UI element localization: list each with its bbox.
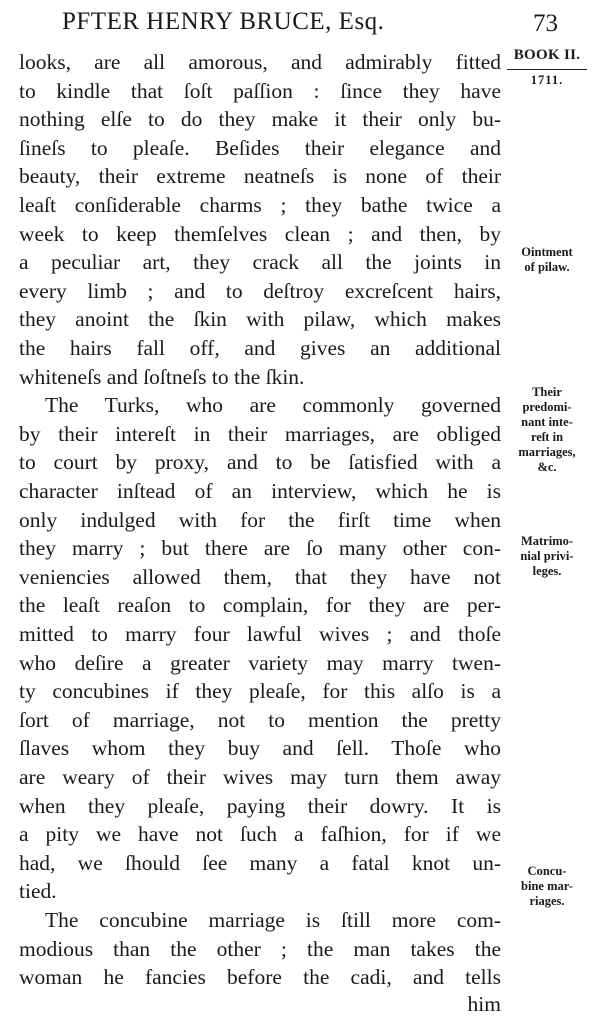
body-line: by their intereſt in their marriages, are obliged	[19, 421, 501, 446]
body-line: woman he fancies before the cadi, and tells	[19, 965, 501, 990]
margin-note-line: marriages,	[518, 445, 576, 459]
body-line: ty concubines if they pleaſe, for this alſo is a	[19, 679, 501, 704]
margin-note-interest	[505, 385, 589, 475]
body-line: only indulged with for the firſt time when	[19, 507, 501, 532]
body-line: leaſt conſiderable charms ; they bathe twice a	[19, 193, 501, 217]
margin-note-line: nant inte-	[521, 415, 573, 429]
body-line: character inſtead of an interview, which he is	[19, 479, 501, 503]
running-head	[0, 8, 594, 44]
margin-note-line: &c.	[537, 460, 557, 474]
body-line: veniencies allowed them, that they have not	[19, 564, 501, 589]
body-line: nothing elſe to do they make it their only bu-	[19, 107, 501, 132]
book-heading	[505, 48, 589, 88]
margin-note-line: riages.	[529, 894, 565, 908]
book-rule	[507, 69, 587, 70]
body-line: beauty, their extreme neatneſs is none of their	[19, 164, 501, 189]
margin-note-line: predomi-	[522, 400, 572, 414]
body-line: the hairs fall off, and gives an additional	[19, 336, 501, 360]
body-line: tied.	[19, 879, 57, 904]
margin-note-line: reſt in	[530, 430, 564, 444]
body-line: a peculiar art, they crack all the joints in	[19, 250, 501, 275]
margin-note-ointment	[505, 245, 589, 275]
body-line: they marry ; but there are ſo many other con-	[19, 536, 501, 561]
body-line: who deſire a greater variety may marry twen-	[19, 650, 501, 675]
body-line: to kindle that ſoſt paſſion : ſince they have	[19, 78, 501, 103]
body-line: had, we ſhould ſee many a fatal knot un-	[19, 850, 501, 875]
margin-note-line: Concu-	[527, 864, 567, 878]
margin-note-line: leges.	[532, 564, 562, 578]
catchword: him	[467, 991, 501, 1016]
margin-note-concubine	[505, 864, 589, 909]
body-line: a pity we have not ſuch a faſhion, for if we	[19, 822, 501, 847]
page-number: 73	[533, 10, 558, 37]
body-line: week to keep themſelves clean ; and then, by	[19, 221, 501, 246]
body-line: mitted to marry four lawful wives ; and thoſe	[19, 622, 501, 646]
paragraph-start-line: The Turks, who are commonly governed	[45, 393, 501, 418]
margin-note-line: Their	[532, 385, 562, 399]
margin-note-privileges	[505, 534, 589, 579]
body-line: modious than the other ; the man takes the	[19, 936, 501, 961]
margin-note-line: nial privi-	[520, 549, 574, 563]
body-line: whiteneſs and ſoſtneſs to the ſkin.	[19, 364, 305, 389]
margin-note-line: Matrimo-	[520, 534, 574, 548]
book-label: BOOK II.	[513, 47, 581, 63]
body-line: looks, are all amorous, and admirably fitted	[19, 50, 501, 74]
margin-note-line: of pilaw.	[524, 260, 570, 274]
body-line: to court by proxy, and to be ſatisfied with a	[19, 450, 501, 475]
body-line: they anoint the ſkin with pilaw, which makes	[19, 307, 501, 332]
margin-note-line: Ointment	[521, 245, 573, 259]
body-line: the leaſt reaſon to complain, for they are per-	[19, 593, 501, 618]
paragraph-start-line: The concubine marriage is ſtill more com-	[45, 908, 501, 932]
body-line: are weary of their wives may turn them away	[19, 765, 501, 789]
body-line: every limb ; and to deſtroy excreſcent hairs,	[19, 278, 501, 303]
running-head-title: PFTER HENRY BRUCE, Esq.	[62, 8, 385, 35]
body-line: ſlaves whom they buy and ſell. Thoſe who	[19, 736, 501, 761]
year-label: 1711.	[530, 73, 564, 87]
margin-note-line: bine mar-	[521, 879, 573, 893]
body-line: ſort of marriage, not to mention the pretty	[19, 707, 501, 732]
body-line: when they pleaſe, paying their dowry. It is	[19, 793, 501, 818]
body-line: ſineſs to pleaſe. Beſides their elegance and	[19, 135, 501, 160]
